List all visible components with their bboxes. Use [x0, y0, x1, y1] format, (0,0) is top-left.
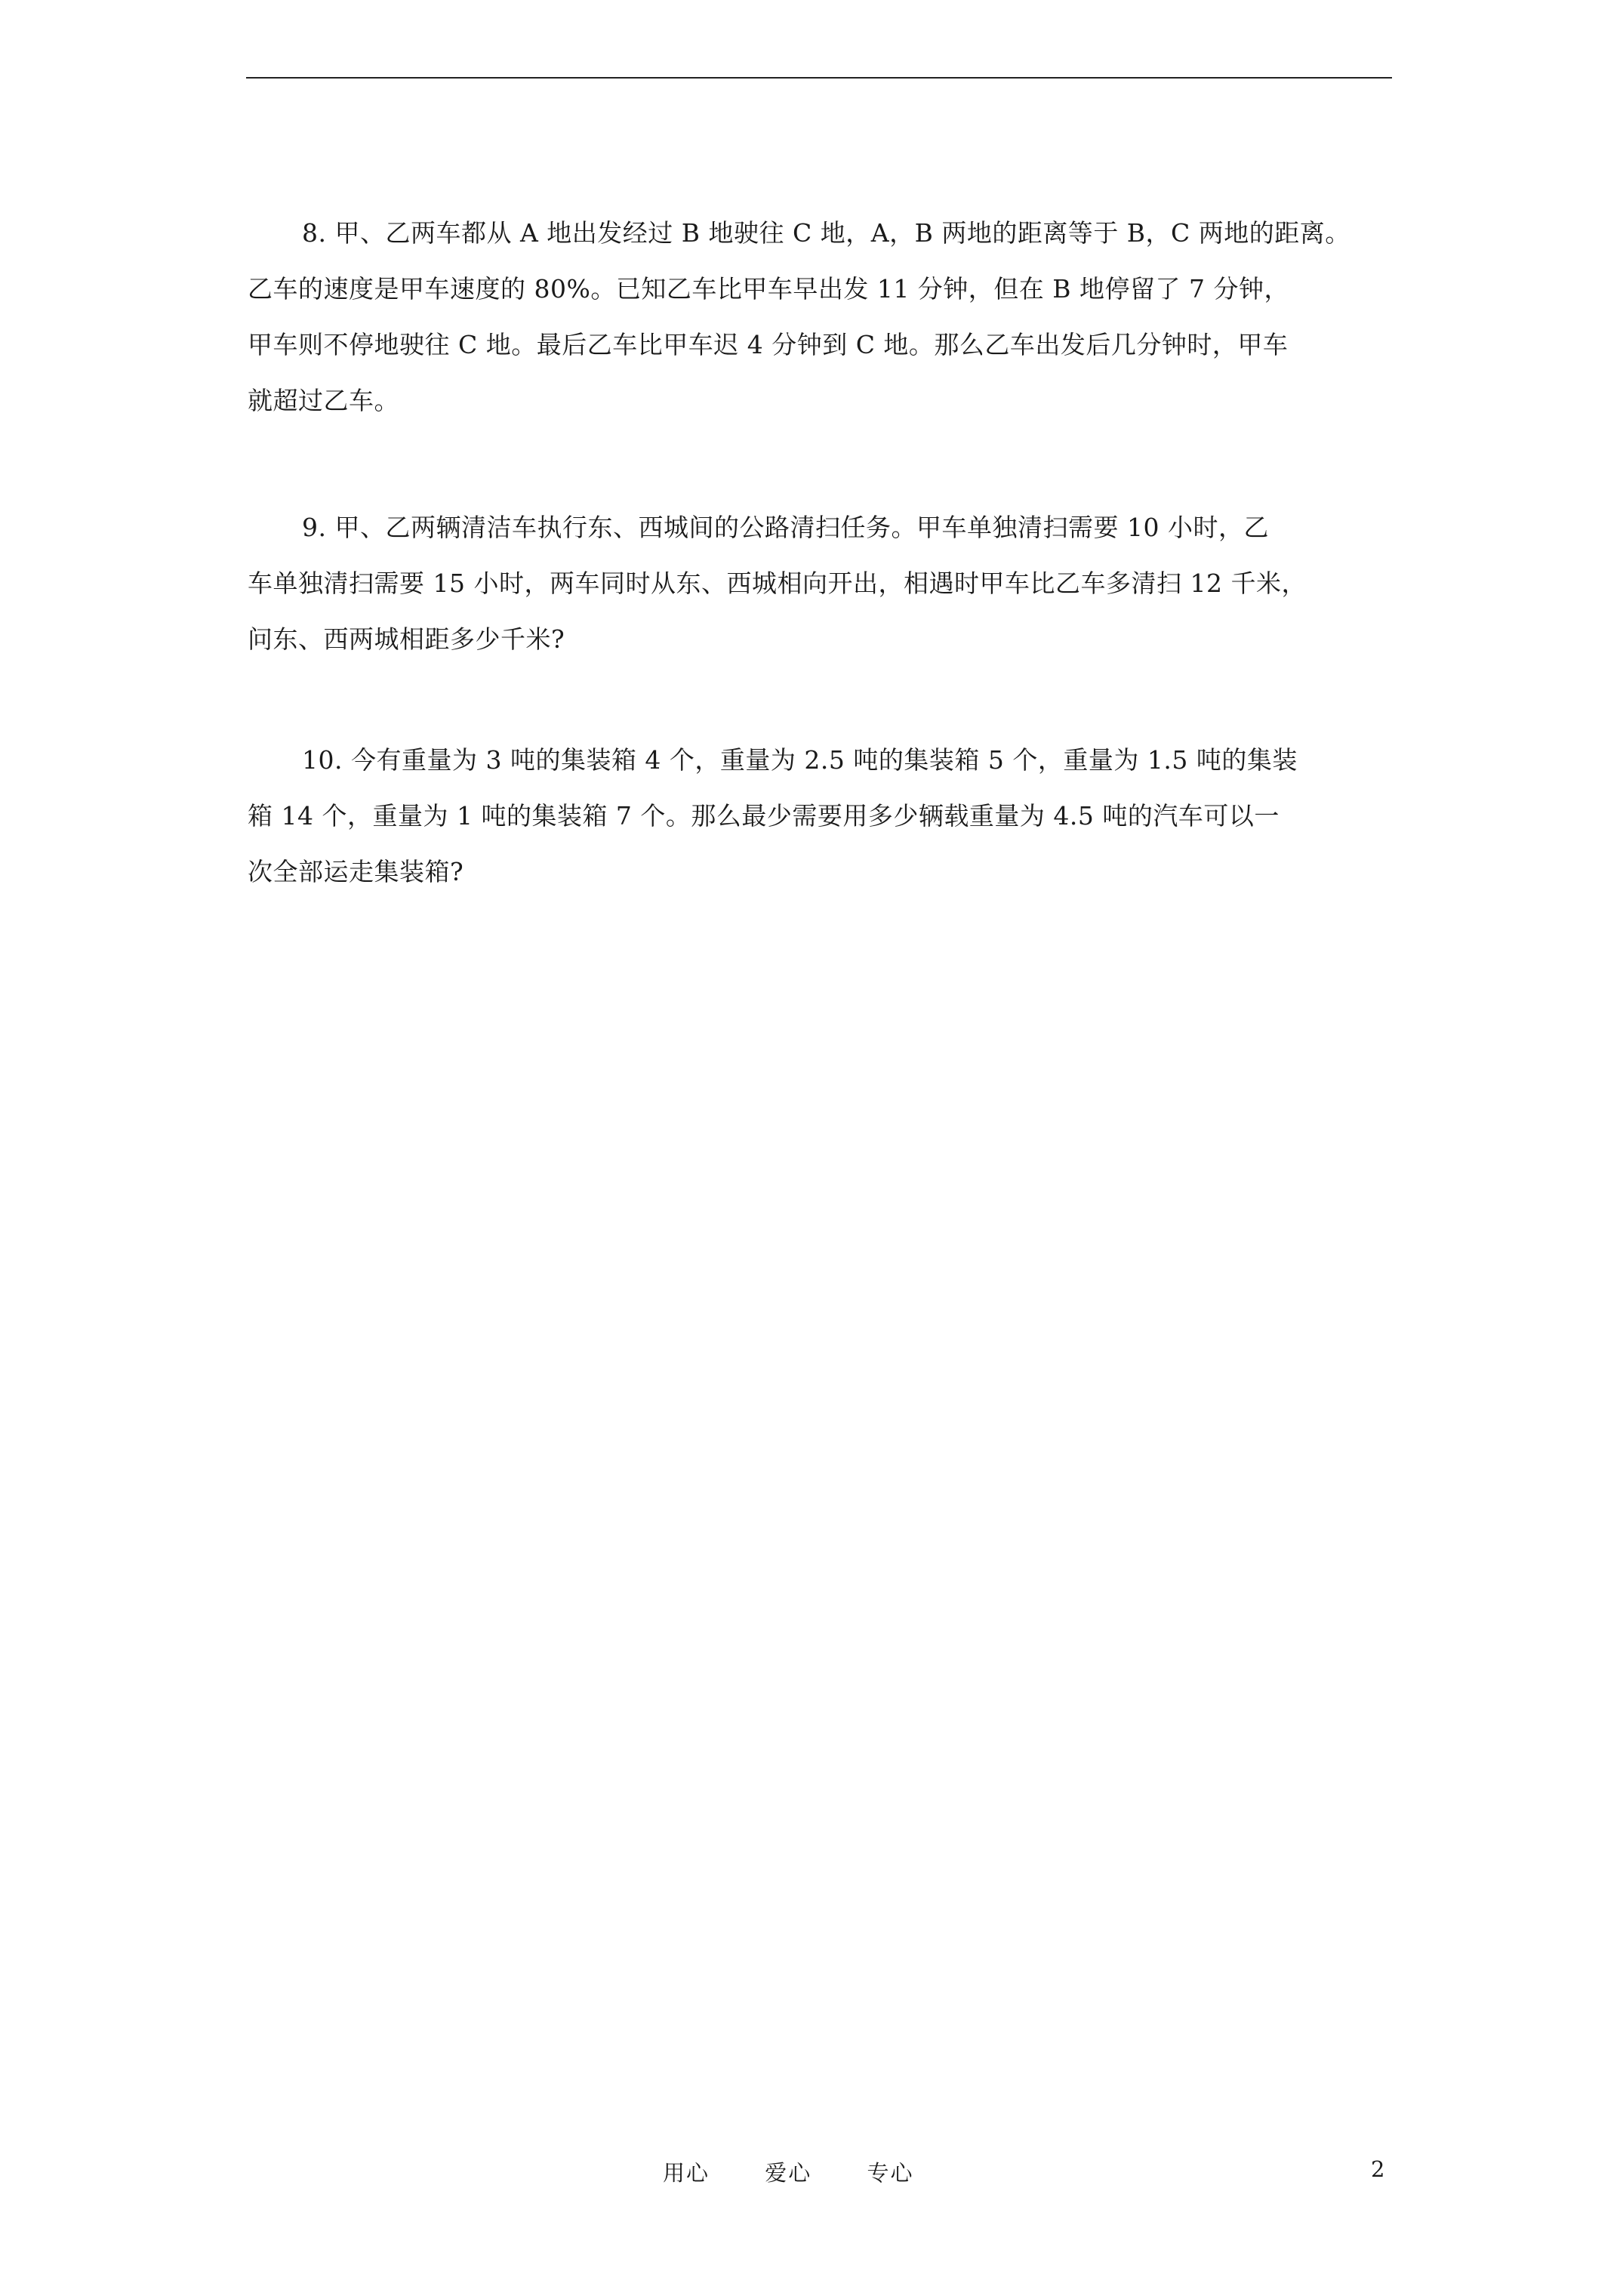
- problem-8-line-2: 乙车的速度是甲车速度的 80%。已知乙车比甲车早出发 11 分钟，但在 B 地停留了 7 分钟，: [248, 274, 1290, 304]
- footer-motto-3: 专心: [867, 2160, 914, 2186]
- problem-8-line-3: 甲车则不停地驶往 C 地。最后乙车比甲车迟 4 分钟到 C 地。那么乙车出发后几分钟时，甲车: [248, 330, 1289, 359]
- problem-9-line-1: 9. 甲、乙两辆清洁车执行东、西城间的公路清扫任务。甲车单独清扫需要 10 小时，乙: [302, 513, 1269, 542]
- problem-10-line-2: 箱 14 个，重量为 1 吨的集装箱 7 个。那么最少需要用多少辆载重量为 4.5 吨的汽车可以一: [248, 801, 1280, 831]
- problem-10: [248, 732, 1395, 900]
- footer-motto: [663, 2156, 913, 2187]
- problem-8-line-1: 8. 甲、乙两车都从 A 地出发经过 B 地驶往 C 地，A，B 两地的距离等于 B，C 两地的距离。: [302, 218, 1350, 248]
- footer-motto-2: 爱心: [765, 2160, 812, 2186]
- problem-9-line-2: 车单独清扫需要 15 小时，两车同时从东、西城相向开出，相遇时甲车比乙车多清扫 12 千米，: [248, 569, 1307, 598]
- problem-9-line-3: 问东、西两城相距多少千米?: [248, 624, 565, 654]
- problem-8-line-4: 就超过乙车。: [248, 386, 399, 415]
- footer-motto-1: 用心: [663, 2160, 710, 2186]
- problem-10-line-1: 10. 今有重量为 3 吨的集装箱 4 个，重量为 2.5 吨的集装箱 5 个，重量为 1.5 吨的集装: [302, 745, 1298, 775]
- header-rule: [246, 77, 1392, 79]
- page-number: 2: [1371, 2156, 1385, 2182]
- problem-9: [248, 500, 1395, 667]
- problem-10-line-3: 次全部运走集装箱?: [248, 857, 464, 886]
- problem-8: [248, 205, 1395, 429]
